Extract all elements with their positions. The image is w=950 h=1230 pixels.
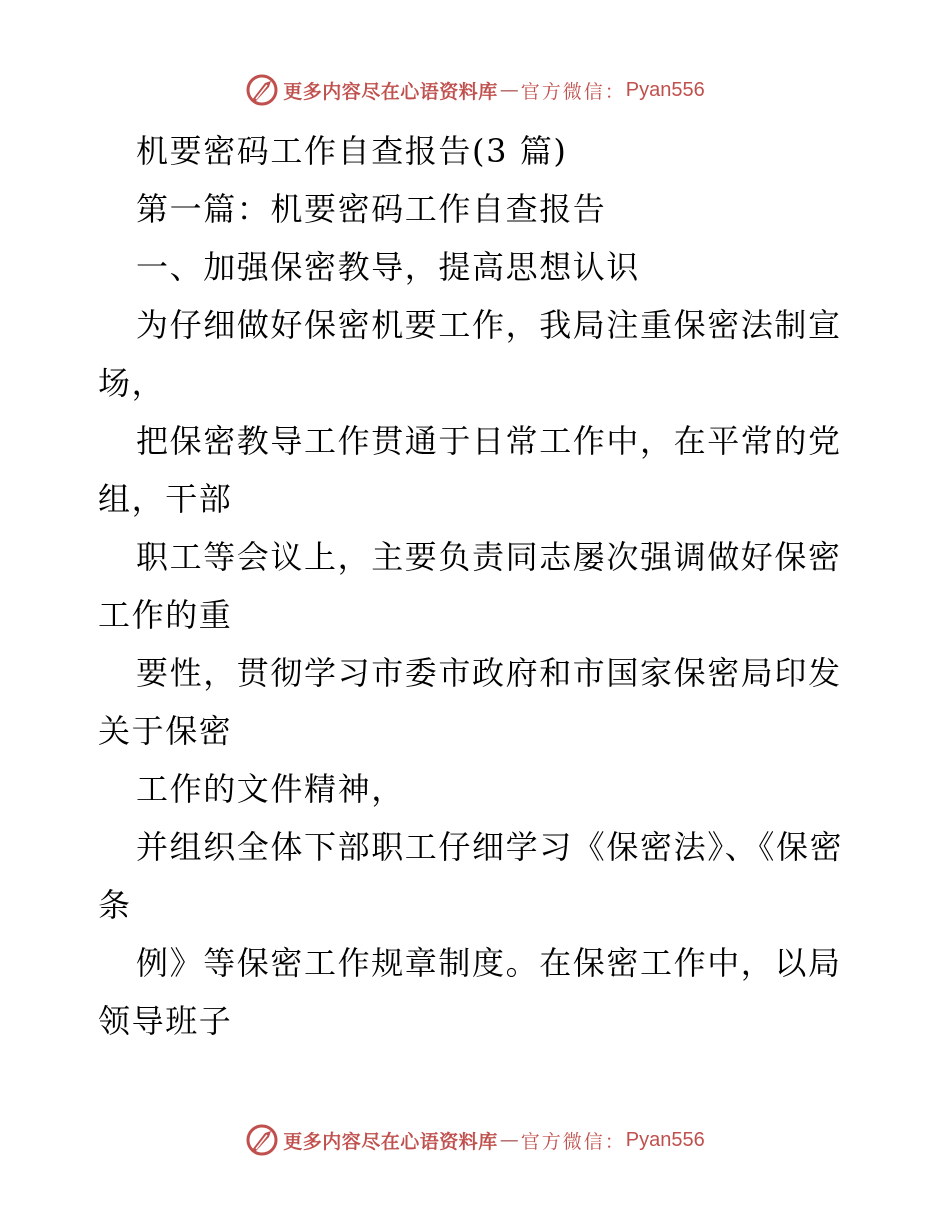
body-paragraph: 工作的文件精神， xyxy=(136,770,405,808)
document-title: 机要密码工作自查报告(3 篇) xyxy=(136,132,568,170)
document-body xyxy=(98,122,858,1050)
body-paragraph: 为仔细做好保密机要工作，我局注重保密法制宣场， xyxy=(98,306,842,402)
body-paragraph: 例》等保密工作规章制度。在保密工作中，以局领导班子 xyxy=(98,944,842,1040)
promo-text: 更多内容尽在心语资料库 xyxy=(283,1130,498,1153)
section-heading: 一、加强保密教导，提高思想认识 xyxy=(136,248,641,286)
promo-dash: — xyxy=(499,79,519,101)
quill-pen-logo-icon xyxy=(245,1123,279,1157)
wechat-label: 官方微信： xyxy=(520,80,626,103)
chapter-heading: 第一篇：机要密码工作自查报告 xyxy=(136,190,607,228)
body-paragraph: 把保密教导工作贯通于日常工作中，在平常的党组，干部 xyxy=(98,422,842,518)
footer-promo-banner xyxy=(0,1120,950,1160)
quill-pen-logo-icon xyxy=(245,73,279,107)
promo-text: 更多内容尽在心语资料库 xyxy=(283,80,498,103)
body-paragraph: 职工等会议上，主要负责同志屡次强调做好保密工作的重 xyxy=(98,538,842,634)
wechat-label: 官方微信： xyxy=(520,1130,626,1153)
promo-dash: — xyxy=(499,1129,519,1151)
wechat-id: Pyan556 xyxy=(625,78,705,101)
body-paragraph: 要性，贯彻学习市委市政府和市国家保密局印发关于保密 xyxy=(98,654,842,750)
header-promo-banner xyxy=(0,70,950,110)
body-paragraph: 并组织全体下部职工仔细学习《保密法》、《保密条 xyxy=(98,828,844,924)
wechat-id: Pyan556 xyxy=(625,1128,705,1151)
